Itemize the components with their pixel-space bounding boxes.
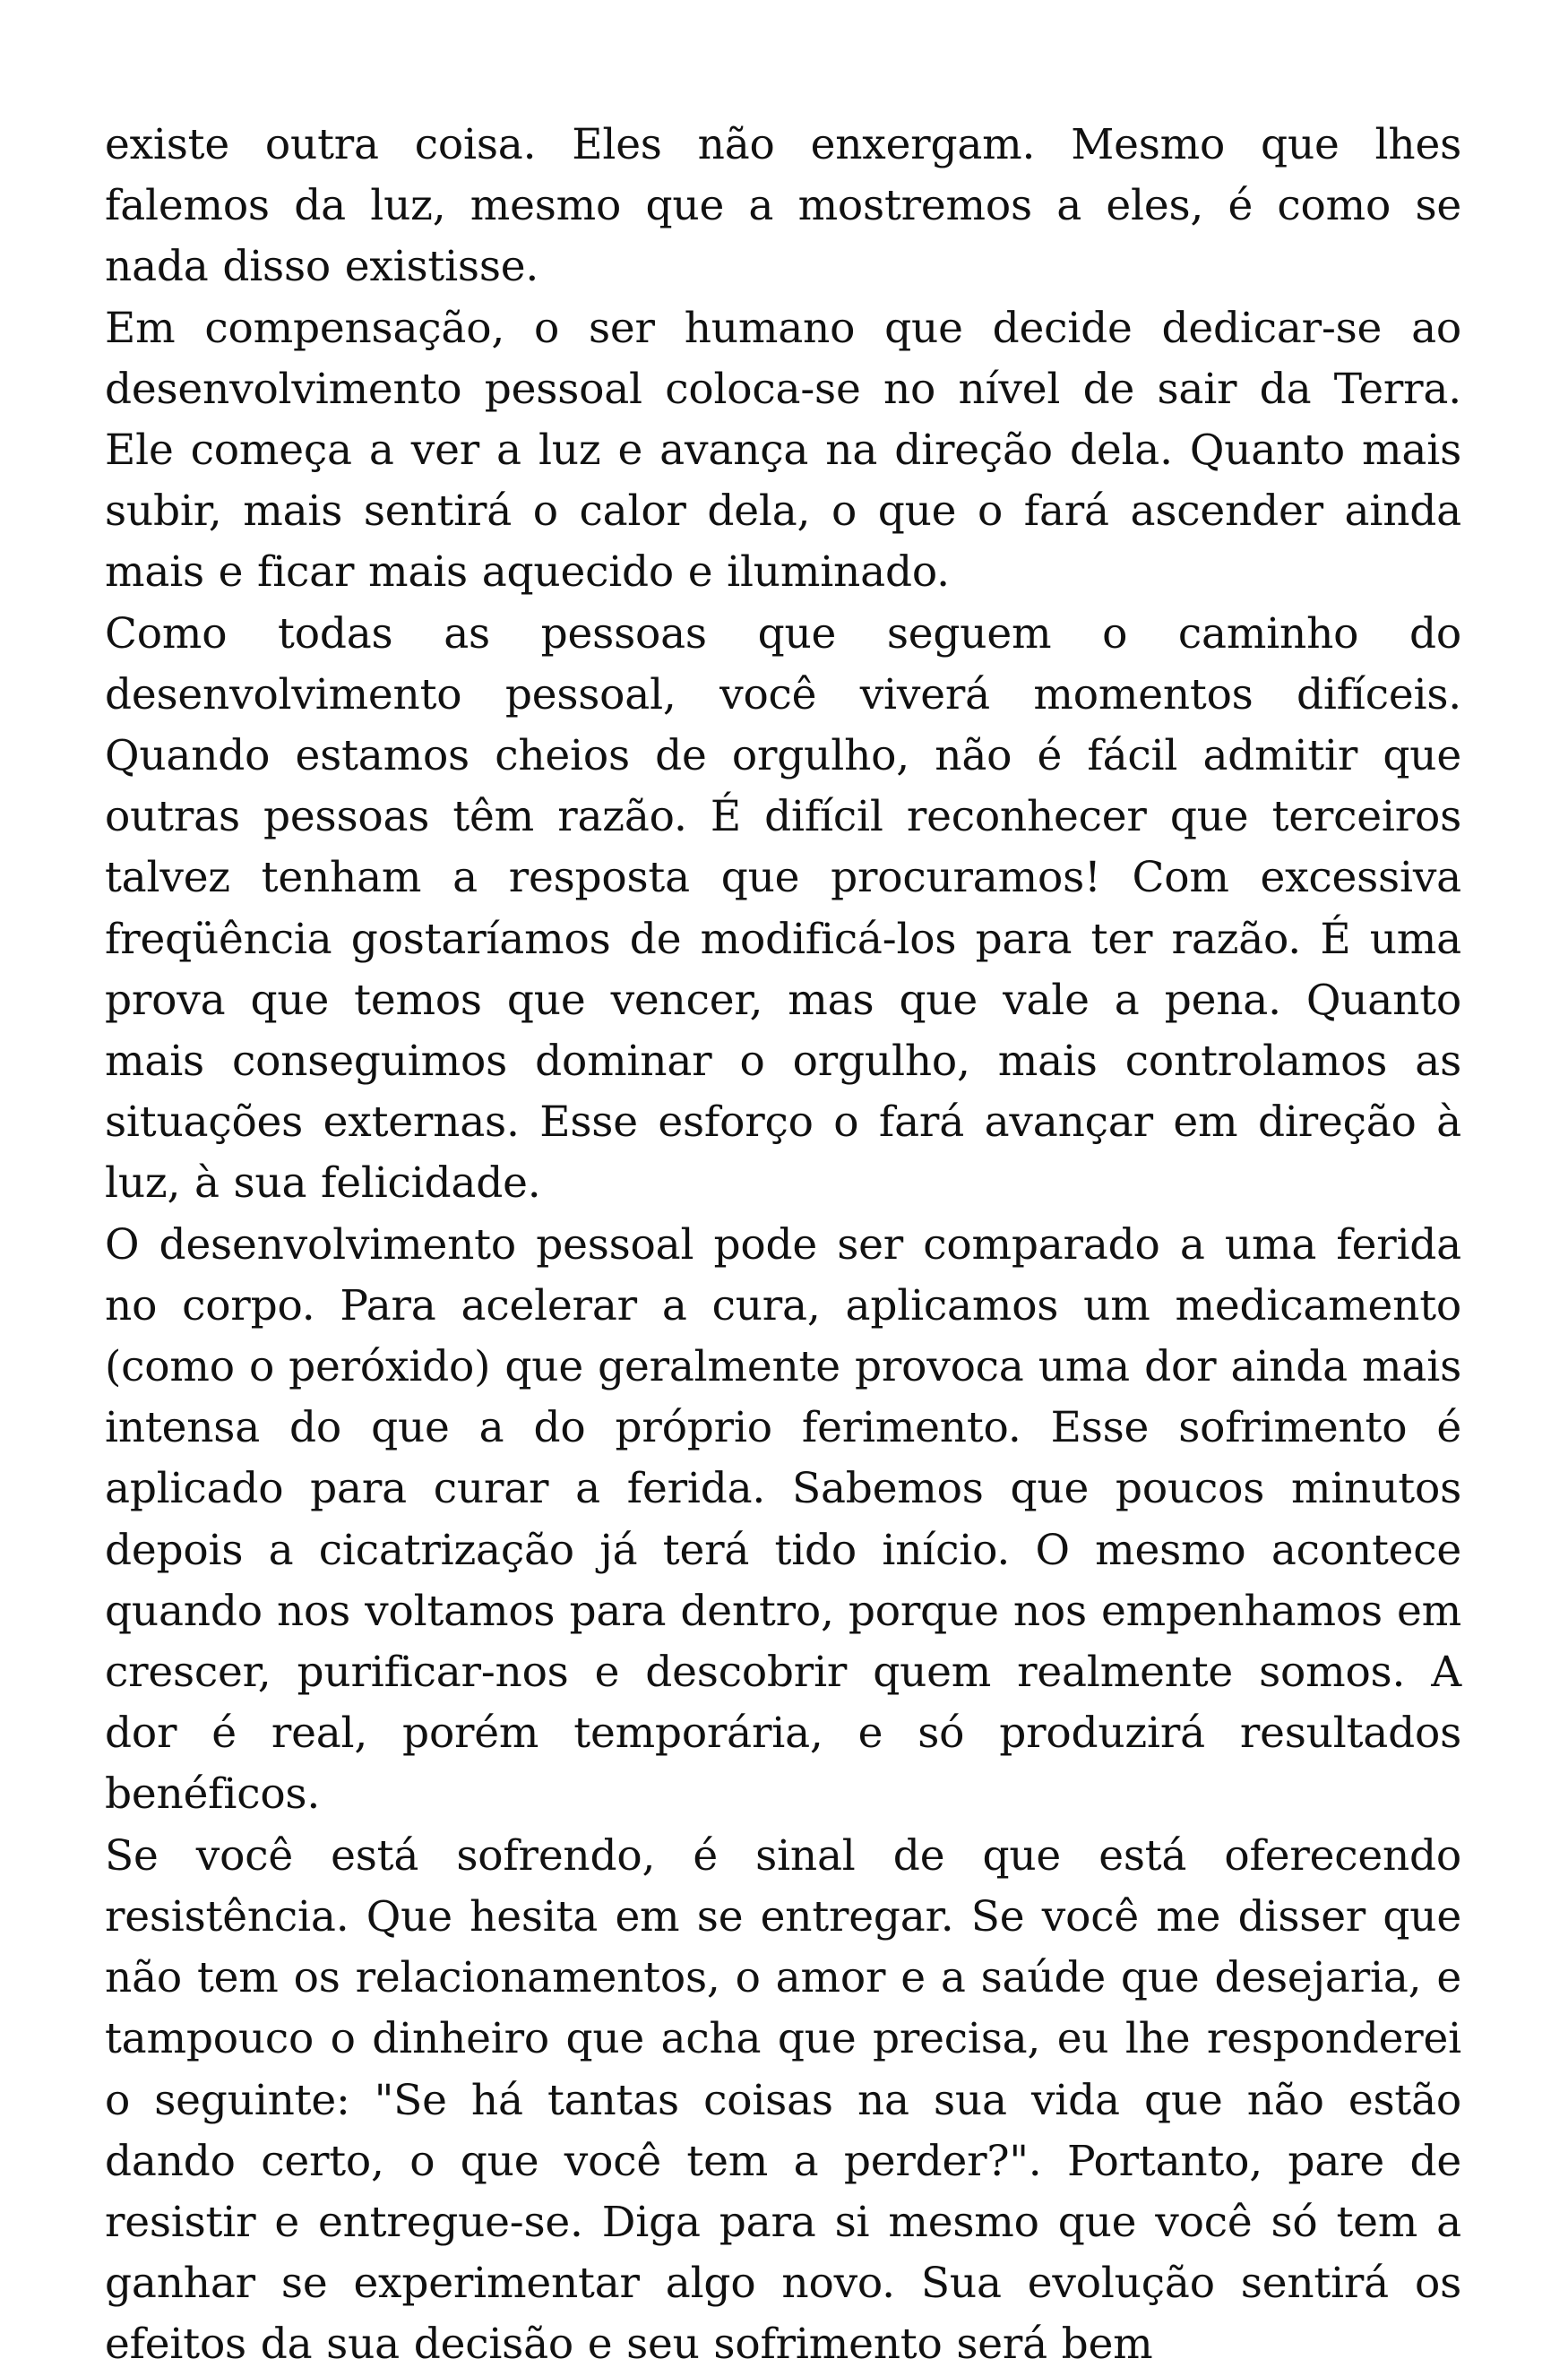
paragraph-2: Em compensação, o ser humano que decide dedicar-se ao desenvolvimento pessoal coloca-se no nível de sair da Terra. Ele começa a ver a luz e avança na direção dela. Quanto mais subir, mais sentirá o calor dela, o que o fará ascender ainda mais e ficar mais aquecido e iluminado. [105,303,1461,598]
paragraph-5: Se você está sofrendo, é sinal de que está oferecendo resistência. Que hesita em se entregar. Se você me disser que não tem os relacionamentos, o amor e a saúde que desejaria, e tampouco o dinheiro que acha que precisa, eu lhe responderei o seguinte: "Se há tantas coisas na sua vida que não estão dando certo, o que você tem a perder?". Portanto, pare de resistir e entregue-se. Diga para si mesmo que você só tem a ganhar se experimentar algo novo. Sua evolução sentirá os efeitos da sua decisão e seu sofrimento será bem [105,1830,1461,2370]
paragraph-3: Como todas as pessoas que seguem o caminho do desenvolvimento pessoal, você viverá momentos difíceis. Quando estamos cheios de orgulho, não é fácil admitir que outras pessoas têm razão. É difícil reconhecer que terceiros talvez tenham a resposta que procuramos! Com excessiva freqüência gostaríamos de modificá-los para ter razão. É uma prova que temos que vencer, mas que vale a pena. Quanto mais conseguimos dominar o orgulho, mais controlamos as situações externas. Esse esforço o fará avançar em direção à luz, à sua felicidade. [105,608,1461,1209]
book-page-body [105,115,1461,2376]
paragraph-4: O desenvolvimento pessoal pode ser comparado a uma ferida no corpo. Para acelerar a cura, aplicamos um medicamento (como o peróxido) que geralmente provoca uma dor ainda mais intensa do que a do próprio ferimento. Esse sofrimento é aplicado para curar a ferida. Sabemos que poucos minutos depois a cicatrização já terá tido início. O mesmo acontece quando nos voltamos para dentro, porque nos empenhamos em crescer, purificar-nos e descobrir quem realmente somos. A dor é real, porém temporária, e só produzirá resultados benéficos. [105,1219,1461,1820]
paragraph-1: existe outra coisa. Eles não enxergam. Mesmo que lhes falemos da luz, mesmo que a mostremos a eles, é como se nada disso existisse. [105,120,1461,292]
